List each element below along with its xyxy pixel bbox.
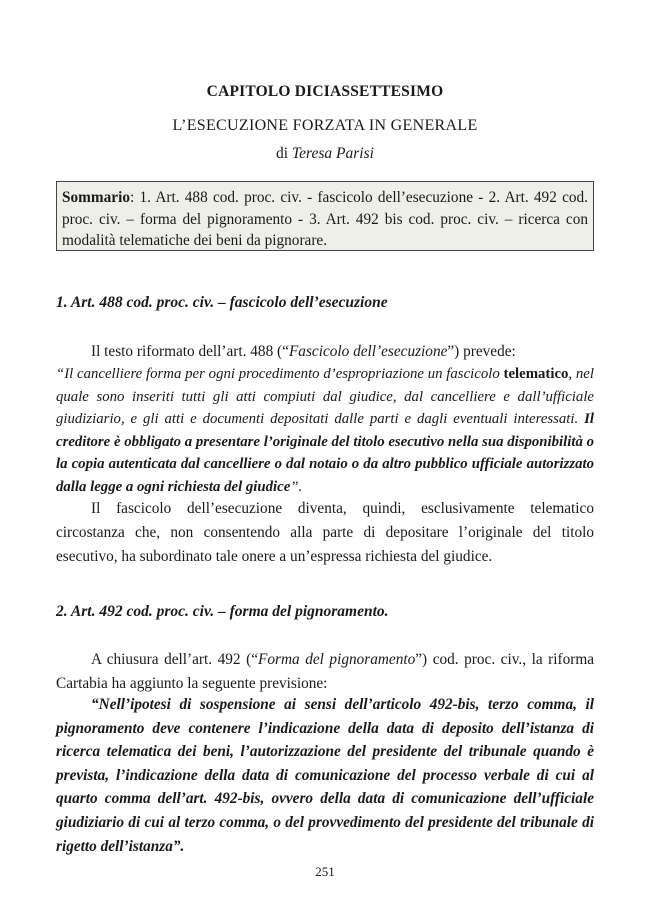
chapter-subtitle: L’ESECUZIONE FORZATA IN GENERALE — [172, 117, 478, 134]
quote-2-text: “Nell’ipotesi di sospensione ai sensi dell’articolo 492-bis, terzo comma, il pignoramento deve contenere l’indicazione della data di deposito dell’istanza di ricerca telematica dei beni, l’autorizzazione del presidente del tribunale quando è prevista, l’indicazione della data di comunicazione del processo verbale di cui al quarto comma dell’art. 492-bis, ovvero della data di comunicazione dell’ufficiale giudiziario di cui al terzo comma, o del provvedimento del presidente del tribunale di rigetto dell’istanza”. — [56, 696, 594, 855]
section-1-body — [56, 497, 594, 570]
section-1-intro — [56, 340, 594, 364]
section-2-intro-b: ”) cod. proc. civ., la riforma Cartabia ha aggiunto la seguente previsione: — [56, 651, 595, 693]
summary-text: : 1. Art. 488 cod. proc. civ. - fascicolo dell’esecuzione - 2. Art. 492 cod. proc. civ. – forma del pignoramento - 3. Art. 492 bis cod. proc. civ. – ricerca con modalità telematiche dei beni da pignorare. — [62, 189, 588, 249]
chapter-title: CAPITOLO DICIASSETTESIMO — [206, 83, 444, 100]
summary-label: Sommario — [62, 189, 130, 206]
section-1-quote — [56, 363, 594, 499]
page-number: 251 — [315, 864, 335, 879]
quote-1-bold-2: Il creditore è obbligato a presentare l’originale del titolo esecutivo nella sua disponibilità o la copia autenticata dal cancelliere o dal notaio o da altro pubblico ufficiale autorizzato dalla legge a ogni richiesta del giudice — [56, 411, 594, 495]
author-line — [0, 145, 650, 163]
author-prefix: di — [276, 145, 289, 162]
quote-1-part-b: , nel quale sono inseriti tutti gli atti compiuti dal giudice, dal cancelliere e dall’ufficiale giudiziario, e gli atti e documenti depositati dalle parti e dagli eventuali interessati. — [56, 366, 594, 428]
summary-box — [56, 181, 594, 251]
quote-1-part-a: “Il cancelliere forma per ogni procedimento d’espropriazione un fascicolo — [56, 366, 504, 382]
section-1-body-text: Il fascicolo dell’esecuzione diventa, quindi, esclusivamente telematico circostanza che, non consentendo alla parte di depositare l’originale del titolo esecutivo, ha subordinato tale onere a un’espressa richiesta del giudice. — [56, 500, 594, 566]
section-1-intro-b: ”) prevede: — [447, 343, 516, 360]
section-1-heading: 1. Art. 488 cod. proc. civ. – fascicolo dell’esecuzione — [56, 294, 388, 311]
section-2-intro — [56, 648, 594, 696]
section-2-heading: 2. Art. 492 cod. proc. civ. – forma del pignoramento. — [56, 603, 389, 620]
quote-1-end: ”. — [290, 478, 303, 495]
author-name: Teresa Parisi — [291, 145, 374, 162]
section-2-intro-a: A chiusura dell’art. 492 (“ — [91, 651, 259, 668]
section-1-intro-a: Il testo riformato dell’art. 488 (“ — [91, 343, 289, 360]
section-1-intro-title: Fascicolo dell’esecuzione — [288, 343, 448, 360]
section-2-intro-title: Forma del pignoramento — [258, 651, 416, 668]
quote-1-bold-1: telematico — [503, 366, 569, 382]
section-2-quote — [56, 693, 594, 858]
